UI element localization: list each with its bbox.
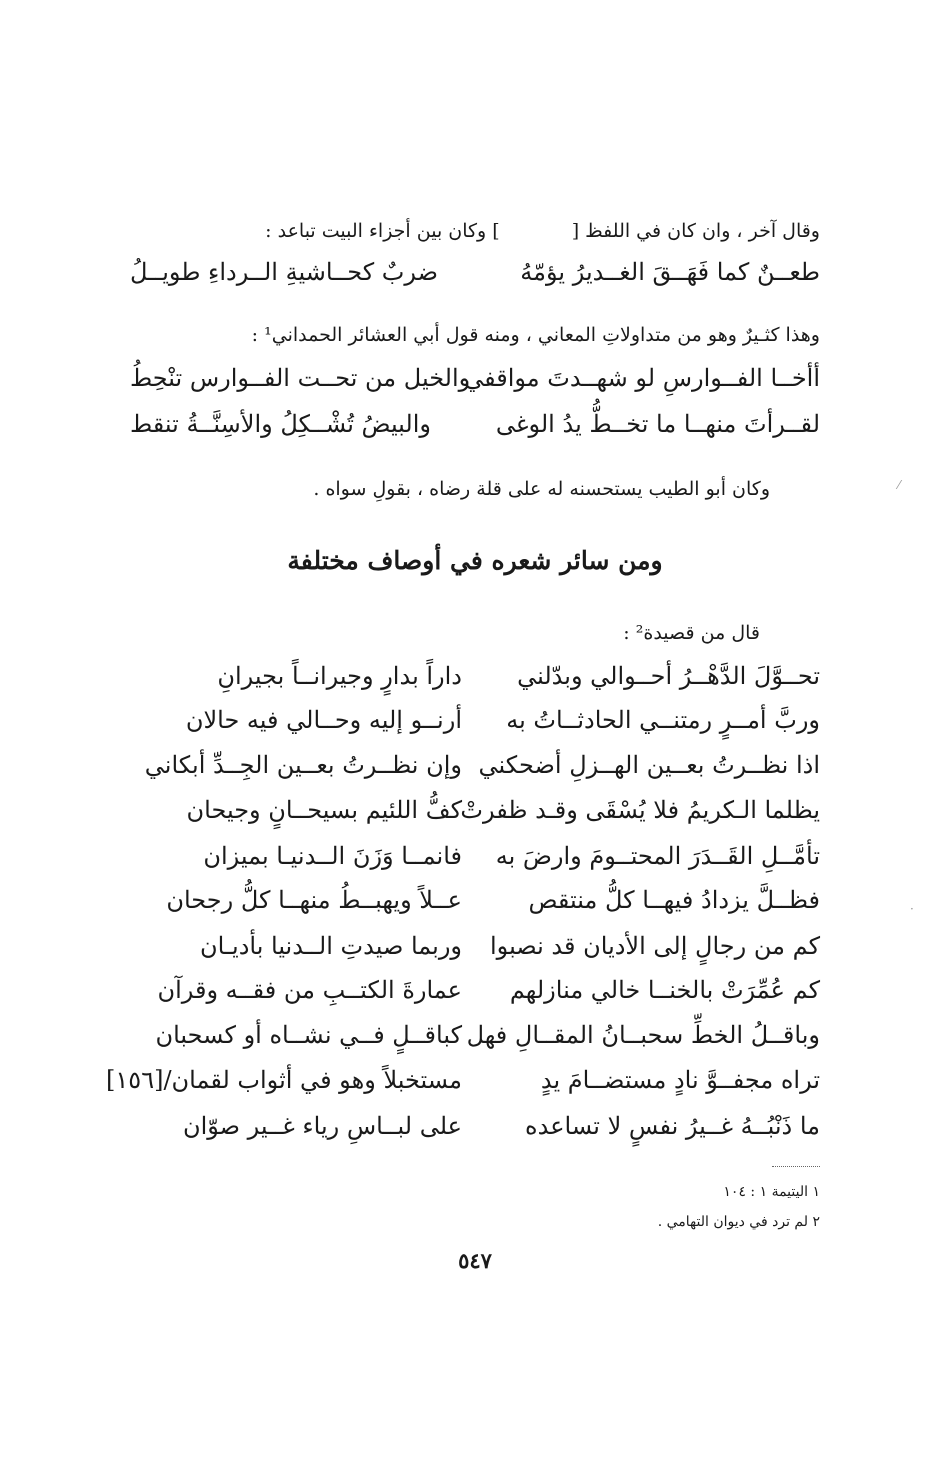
page-number: ٥٤٧ xyxy=(458,1248,492,1273)
poem-first-hemistich: تحــوَّلَ الدَّهْــرُ أحــوالي وبدّلني xyxy=(517,662,820,690)
poem-second-hemistich: كباقــلٍ فــي نشــاه أو كسحبان xyxy=(155,1021,462,1049)
poem-line xyxy=(130,1021,820,1055)
poem-first-hemistich: يظلما الـكريمُ فلا يُسْقَى وقـد ظفرتْ xyxy=(460,796,820,824)
poem-first-hemistich: تراه مجفــوَّ نادٍ مستضــامَ يدٍ xyxy=(540,1066,820,1094)
poem xyxy=(106,662,820,1152)
poem-first-hemistich: فظــلَّ يزدادُ فيهــا كلُّ منتقص xyxy=(528,886,820,914)
intro-text-after-gap: ] وكان بين أجزاء البيت تباعد : xyxy=(265,220,500,242)
poem-second-hemistich: أرنــو إليه وحــالي فيه حالان xyxy=(185,706,462,734)
scan-speck: · xyxy=(910,902,914,916)
poem-first-hemistich: تأمَّــلِ القَــدَرَ المحتــومَ وارضَ به xyxy=(495,842,820,870)
poem-line xyxy=(130,662,820,696)
poem-second-hemistich: وإن نظــرتُ بعــين الجِــدِّ أبكاني xyxy=(144,751,462,779)
poem-first-hemistich: كم من رجالٍ إلى الأديان قد نصبوا xyxy=(490,932,820,960)
poem-second-hemistich: فانمــا وَزَنَ الــدنيـا بميزان xyxy=(203,842,462,870)
scan-speck: ⁄ xyxy=(898,478,901,492)
section-title: ومن سائر شعره في أوصاف مختلفة xyxy=(287,546,663,575)
poem-second-hemistich: كفُّ اللئيم بسيحــانٍ وجيحان xyxy=(186,796,462,824)
poem-line xyxy=(106,1066,820,1100)
poem-second-hemistich: عــلاً ويهبــطُ منهــا كلُّ رجحان xyxy=(166,886,462,914)
poem-line xyxy=(130,796,820,830)
verse-first-hemistich: أأخــا الفــوارسِ لو شهــدتَ مواقفي xyxy=(464,364,820,392)
poem-first-hemistich: وربَّ أمــرٍ رمتنــي الحادثــاتُ به xyxy=(506,706,820,734)
verse-second-hemistich: والخيل من تحــت الفــوارس تنْحِطُ xyxy=(130,364,471,392)
verse-first-hemistich: لقــرأتَ منهــا ما تخــطُّ يدُ الوغى xyxy=(495,410,820,438)
poem-second-hemistich: على لبــاسِ رياء غــير صوّان xyxy=(182,1112,462,1140)
poem-line xyxy=(130,886,820,920)
footnote-separator xyxy=(772,1166,820,1167)
poem-line xyxy=(130,842,820,876)
poem-first-hemistich: كم عُمِّرَتْ بالخنــا خالي منازلهم xyxy=(509,976,820,1004)
verse-second-hemistich: ضربٌ كحــاشيةِ الــرداءِ طويــلُ xyxy=(130,258,438,286)
poem-first-hemistich: وباقــلُ الخطِّ سحبــانُ المقــالِ فهل xyxy=(466,1021,820,1049)
verse-second-hemistich: والبيضُ تُشْــكِلُ والأسِنَّــةُ تنقط xyxy=(130,410,431,438)
verse-line xyxy=(130,258,820,292)
verse-first-hemistich: طعــنٌ كما فَهَــقَ الغــديرُ يؤمّهُ xyxy=(520,258,820,286)
poem-line xyxy=(130,1112,820,1146)
qasida-intro: قال من قصيدة² : xyxy=(623,622,760,644)
poem-line xyxy=(130,976,820,1010)
footnote: ١ اليتيمة ١ : ١٠٤ xyxy=(723,1184,820,1200)
verse-line xyxy=(130,364,820,398)
intro-text-before-gap: وقال آخر ، وان كان في اللفظ [ xyxy=(571,220,820,242)
poem-second-hemistich: داراً بدارٍ وجيرانــاً بجيرانِ xyxy=(217,662,462,690)
paragraph-mutanabbi: وكان أبو الطيب يستحسنه له على قلة رضاه ، بقولِ سواه . xyxy=(313,478,770,500)
paragraph-hamdani: وهذا كثـيرٌ وهو من متداولاتِ المعاني ، ومنه قول أبي العشائر الحمداني¹ : xyxy=(251,324,820,346)
poem-line xyxy=(130,706,820,740)
footnote: ٢ لم ترد في ديوان التهامي . xyxy=(657,1214,820,1230)
poem-line xyxy=(130,932,820,966)
poem-second-hemistich: مستخبلاً وهو في أثواب لقمان/[١٥٦] xyxy=(106,1066,462,1094)
intro-line xyxy=(265,220,820,242)
poem-line xyxy=(130,751,820,785)
poem-second-hemistich: عمارةَ الكتــبِ من فقــه وقرآن xyxy=(157,976,462,1004)
poem-first-hemistich: اذا نظــرتُ بعــين الهــزلِ أضحكني xyxy=(478,751,820,779)
poem-first-hemistich: ما ذَنْبُــهُ غــيرُ نفسٍ لا تساعده xyxy=(525,1112,820,1140)
verse-line xyxy=(130,410,820,444)
poem-second-hemistich: وربما صيدتِ الــدنيا بأديـان xyxy=(200,932,462,960)
